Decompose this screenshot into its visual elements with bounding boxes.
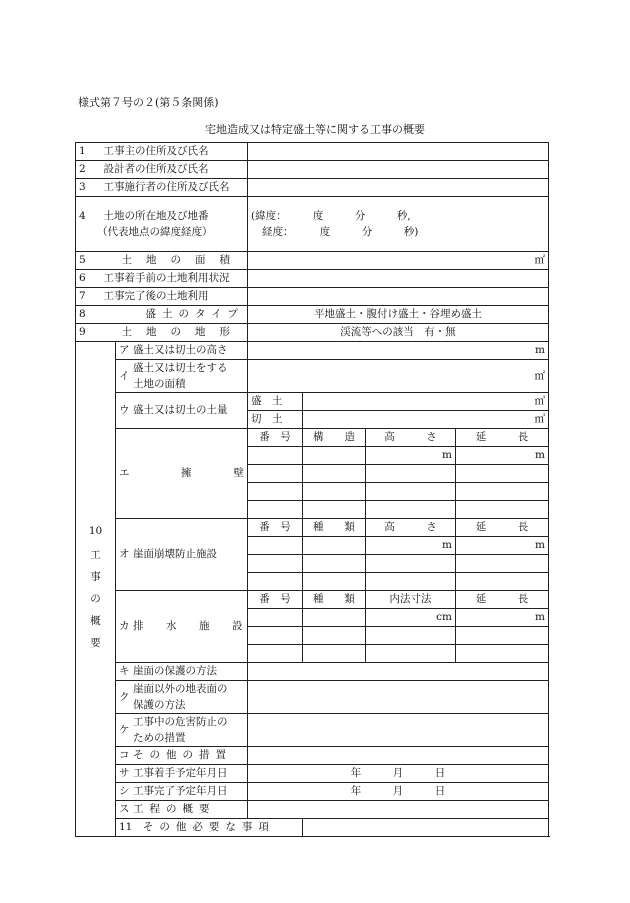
sub-sa-date[interactable]: 年 月 日 bbox=[248, 765, 549, 783]
sub-e-length-unit[interactable]: m bbox=[456, 447, 549, 465]
sub-u-kirido-value[interactable]: ㎥ bbox=[303, 411, 549, 429]
sub-ka-cell[interactable] bbox=[366, 645, 456, 663]
sub-e-cell[interactable] bbox=[303, 465, 366, 483]
row-10-label: 10 工事の概要 bbox=[76, 342, 116, 837]
row-11-value[interactable] bbox=[303, 819, 549, 837]
sub-o-header-height: 高 さ bbox=[366, 519, 456, 537]
sub-ka-header-inner: 内法寸法 bbox=[366, 591, 456, 609]
sub-e-cell[interactable] bbox=[456, 501, 549, 519]
sub-sa-label: サ 工事着手予定年月日 bbox=[116, 765, 248, 783]
sub-ka-cell[interactable] bbox=[456, 645, 549, 663]
sub-e-cell[interactable] bbox=[366, 465, 456, 483]
sub-su-value[interactable] bbox=[248, 801, 549, 819]
row-8-value[interactable]: 平地盛土・腹付け盛土・谷埋め盛土 bbox=[248, 306, 549, 324]
sub-ka-header-num: 番 号 bbox=[248, 591, 303, 609]
row-5-label: 5 土地の面積 bbox=[76, 252, 248, 270]
sub-shi-label: シ 工事完了予定年月日 bbox=[116, 783, 248, 801]
form-number-label: 様式第７号の２(第５条関係) bbox=[78, 96, 219, 109]
sub-e-header-length: 延 長 bbox=[456, 429, 549, 447]
sub-ka-cell[interactable] bbox=[303, 627, 366, 645]
sub-o-cell[interactable] bbox=[303, 537, 366, 555]
row-2-value[interactable] bbox=[248, 161, 549, 179]
sub-ka-length-unit[interactable]: m bbox=[456, 609, 549, 627]
sub-ko-label: コ その他の措置 bbox=[116, 747, 248, 765]
sub-e-header-height: 高 さ bbox=[366, 429, 456, 447]
sub-ko-value[interactable] bbox=[248, 747, 549, 765]
sub-e-cell[interactable] bbox=[456, 465, 549, 483]
sub-ka-header-length: 延 長 bbox=[456, 591, 549, 609]
sub-e-cell[interactable] bbox=[248, 465, 303, 483]
sub-su-label: ス 工程の概要 bbox=[116, 801, 248, 819]
sub-o-cell[interactable] bbox=[248, 555, 303, 573]
sub-shi-date[interactable]: 年 月 日 bbox=[248, 783, 549, 801]
longitude-line: 経度： 度 分 秒) bbox=[262, 226, 419, 238]
sub-o-cell[interactable] bbox=[456, 555, 549, 573]
sub-e-cell[interactable] bbox=[248, 447, 303, 465]
sub-ke-value[interactable] bbox=[248, 714, 549, 747]
sub-o-cell[interactable] bbox=[248, 537, 303, 555]
sub-o-cell[interactable] bbox=[366, 555, 456, 573]
sub-e-cell[interactable] bbox=[303, 501, 366, 519]
sub-i-value[interactable]: ㎡ bbox=[248, 360, 549, 393]
row-3-label: 3 工事施行者の住所及び氏名 bbox=[76, 179, 248, 197]
sub-o-header-length: 延 長 bbox=[456, 519, 549, 537]
row-5-value[interactable]: ㎡ bbox=[248, 252, 549, 270]
sub-a-value[interactable]: m bbox=[248, 342, 549, 360]
row-7-label: 7 工事完了後の土地利用 bbox=[76, 288, 248, 306]
sub-ka-cell[interactable] bbox=[248, 609, 303, 627]
row-6-value[interactable] bbox=[248, 270, 549, 288]
sub-o-height-unit[interactable]: m bbox=[366, 537, 456, 555]
sub-o-length-unit[interactable]: m bbox=[456, 537, 549, 555]
sub-e-label: エ 擁 壁 bbox=[116, 429, 248, 519]
sub-e-cell[interactable] bbox=[248, 501, 303, 519]
sub-o-header-type: 種 類 bbox=[303, 519, 366, 537]
sub-u-morido-label: 盛 土 bbox=[248, 393, 303, 411]
sub-ku-value[interactable] bbox=[248, 681, 549, 714]
sub-e-height-unit[interactable]: m bbox=[366, 447, 456, 465]
row-11-label: 11 その他必要な事項 bbox=[116, 819, 303, 837]
document-title: 宅地造成又は特定盛土等に関する工事の概要 bbox=[205, 123, 425, 136]
sub-o-cell[interactable] bbox=[456, 573, 549, 591]
row-6-label: 6 工事着手前の土地利用状況 bbox=[76, 270, 248, 288]
sub-e-header-num: 番 号 bbox=[248, 429, 303, 447]
sub-e-cell[interactable] bbox=[456, 483, 549, 501]
sub-ka-header-type: 種 類 bbox=[303, 591, 366, 609]
sub-e-cell[interactable] bbox=[303, 483, 366, 501]
sub-ka-cell[interactable] bbox=[248, 627, 303, 645]
sub-e-cell[interactable] bbox=[366, 501, 456, 519]
sub-o-header-num: 番 号 bbox=[248, 519, 303, 537]
sub-o-cell[interactable] bbox=[248, 573, 303, 591]
row-2-label: 2 設計者の住所及び氏名 bbox=[76, 161, 248, 179]
row-1-value[interactable] bbox=[248, 143, 549, 161]
sub-o-cell[interactable] bbox=[303, 555, 366, 573]
sub-u-kirido-label: 切 土 bbox=[248, 411, 303, 429]
row-7-value[interactable] bbox=[248, 288, 549, 306]
sub-e-cell[interactable] bbox=[303, 447, 366, 465]
row-4-label: 4 土地の所在地及び地番 （代表地点の緯度経度） bbox=[76, 197, 248, 252]
sub-e-cell[interactable] bbox=[366, 483, 456, 501]
sub-e-cell[interactable] bbox=[248, 483, 303, 501]
sub-i-label: イ 盛土又は切土をする 土地の面積 bbox=[116, 360, 248, 393]
sub-u-label: ウ 盛土又は切土の土量 bbox=[116, 393, 248, 429]
construction-summary-table bbox=[75, 142, 549, 837]
row-1-label: 1 工事主の住所及び氏名 bbox=[76, 143, 248, 161]
sub-e-header-structure: 構 造 bbox=[303, 429, 366, 447]
sub-ka-cell[interactable] bbox=[303, 609, 366, 627]
sub-o-label: オ 崖面崩壊防止施設 bbox=[116, 519, 248, 591]
row-9-label: 9 土地の地形 bbox=[76, 324, 248, 342]
sub-o-cell[interactable] bbox=[303, 573, 366, 591]
sub-u-morido-value[interactable]: ㎥ bbox=[303, 393, 549, 411]
row-9-value[interactable]: 渓流等への該当 有・無 bbox=[248, 324, 549, 342]
row-4-value[interactable] bbox=[248, 197, 549, 252]
row-8-label: 8 盛土のタイプ bbox=[76, 306, 248, 324]
sub-ki-label: キ 崖面の保護の方法 bbox=[116, 663, 248, 681]
latitude-line: (緯度： 度 分 秒, bbox=[251, 210, 411, 222]
sub-ka-cell[interactable] bbox=[366, 627, 456, 645]
row-3-value[interactable] bbox=[248, 179, 549, 197]
sub-ke-label: ケ 工事中の危害防止の ための措置 bbox=[116, 714, 248, 747]
sub-ka-inner-unit[interactable]: cm bbox=[366, 609, 456, 627]
sub-a-label: ア 盛土又は切土の高さ bbox=[116, 342, 248, 360]
sub-o-cell[interactable] bbox=[366, 573, 456, 591]
sub-ku-label: ク 崖面以外の地表面の 保護の方法 bbox=[116, 681, 248, 714]
sub-ka-label: カ 排 水 施 設 bbox=[116, 591, 248, 663]
sub-ka-cell[interactable] bbox=[456, 627, 549, 645]
sub-ka-cell[interactable] bbox=[248, 645, 303, 663]
sub-ki-value[interactable] bbox=[248, 663, 549, 681]
sub-ka-cell[interactable] bbox=[303, 645, 366, 663]
